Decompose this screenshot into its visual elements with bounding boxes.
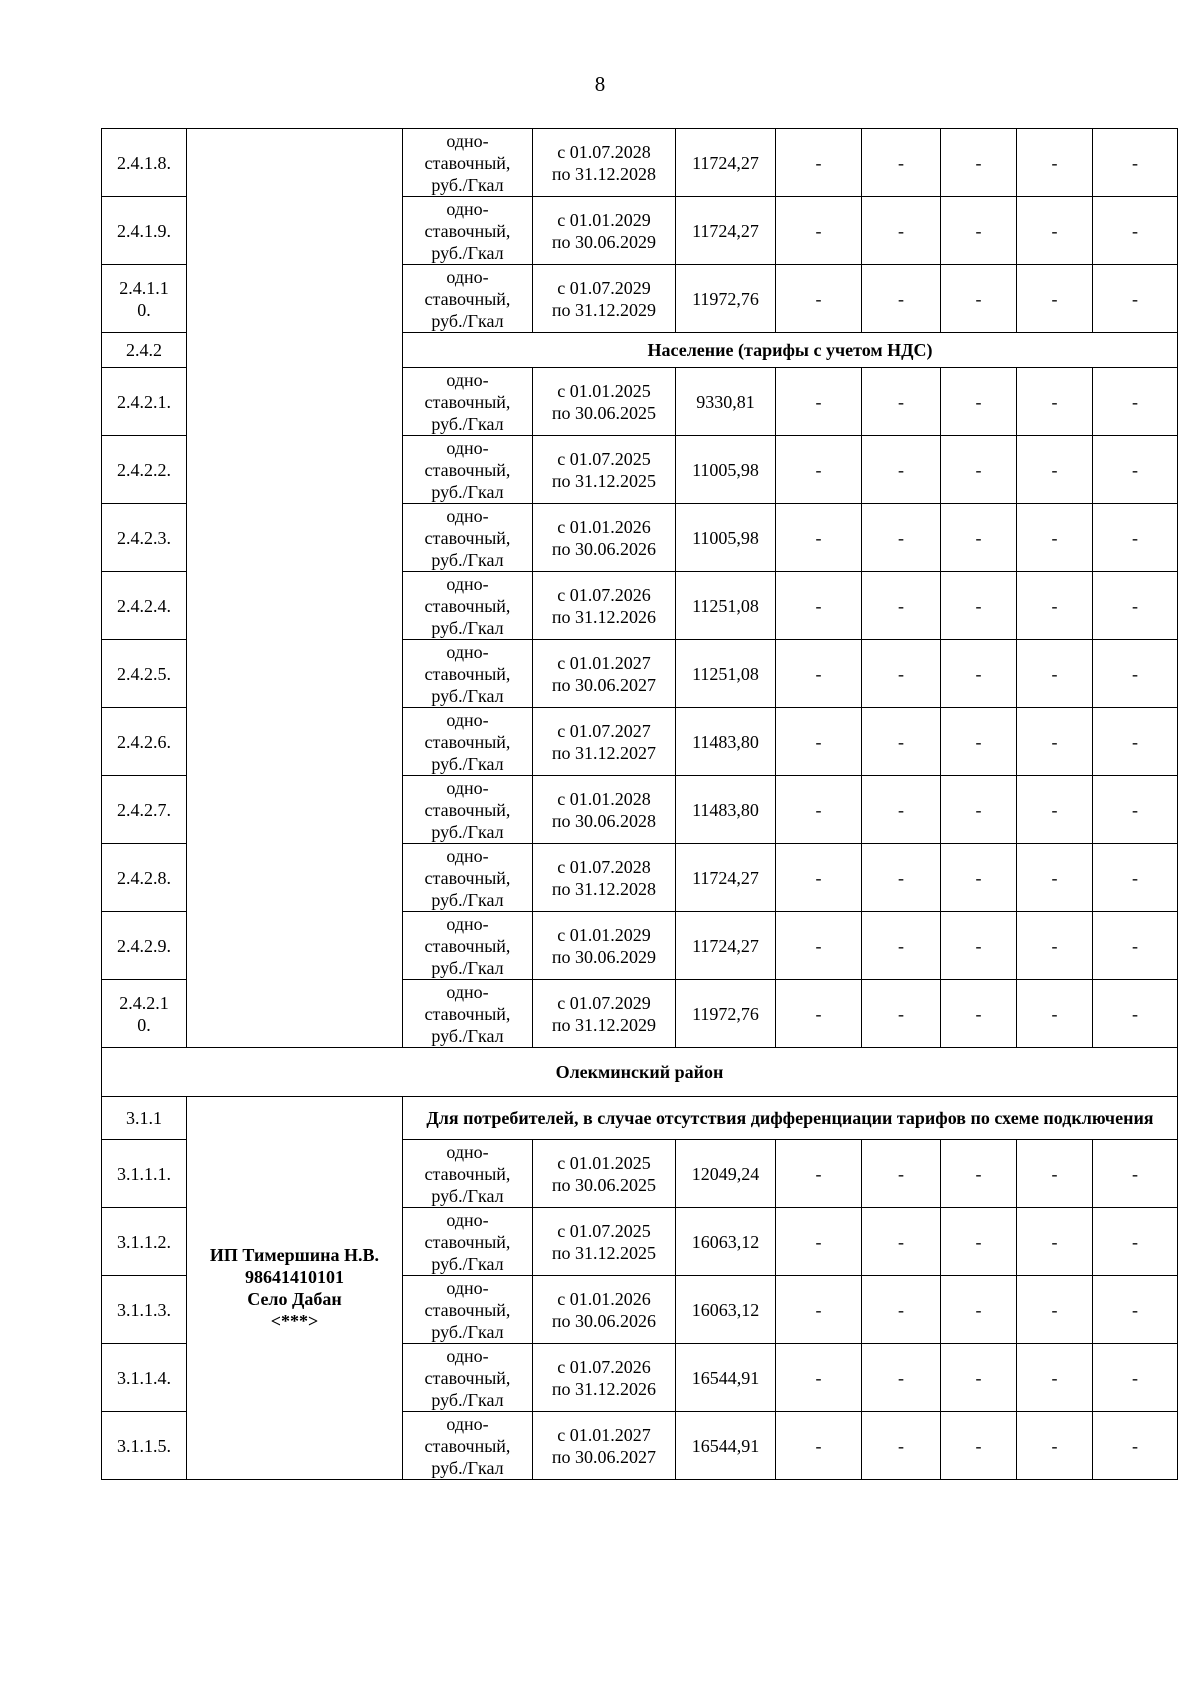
- empty-value: -: [862, 197, 941, 265]
- tariff-value: 11972,76: [676, 265, 776, 333]
- empty-value: -: [1017, 504, 1093, 572]
- empty-value: -: [1093, 1412, 1178, 1480]
- empty-value: -: [1093, 265, 1178, 333]
- tariff-value: 9330,81: [676, 368, 776, 436]
- empty-value: -: [776, 980, 862, 1048]
- tariff-table: [101, 128, 1178, 1480]
- empty-value: -: [941, 504, 1017, 572]
- empty-value: -: [1017, 776, 1093, 844]
- empty-value: -: [776, 265, 862, 333]
- empty-value: -: [1017, 1140, 1093, 1208]
- tariff-unit: одно- ставочный, руб./Гкал: [403, 265, 533, 333]
- row-number: 3.1.1.5.: [102, 1412, 187, 1480]
- empty-value: -: [1017, 708, 1093, 776]
- tariff-unit: одно- ставочный, руб./Гкал: [403, 1412, 533, 1480]
- tariff-value: 16063,12: [676, 1208, 776, 1276]
- tariff-value: 11005,98: [676, 436, 776, 504]
- page-number: 8: [594, 72, 606, 96]
- empty-value: -: [1093, 572, 1178, 640]
- row-number: 2.4.2.2.: [102, 436, 187, 504]
- tariff-period: с 01.07.2028 по 31.12.2028: [533, 129, 676, 197]
- empty-value: -: [862, 776, 941, 844]
- empty-value: -: [1017, 640, 1093, 708]
- empty-value: -: [1017, 129, 1093, 197]
- empty-value: -: [941, 572, 1017, 640]
- empty-value: -: [862, 1276, 941, 1344]
- empty-value: -: [941, 197, 1017, 265]
- empty-value: -: [776, 368, 862, 436]
- empty-value: -: [1093, 1208, 1178, 1276]
- empty-value: -: [941, 912, 1017, 980]
- tariff-unit: одно- ставочный, руб./Гкал: [403, 504, 533, 572]
- section-title: Население (тарифы с учетом НДС): [403, 333, 1178, 368]
- tariff-period: с 01.07.2027 по 31.12.2027: [533, 708, 676, 776]
- tariff-period: с 01.01.2025 по 30.06.2025: [533, 1140, 676, 1208]
- section-number: 3.1.1: [102, 1097, 187, 1140]
- row-number: 2.4.1.9.: [102, 197, 187, 265]
- empty-value: -: [941, 1208, 1017, 1276]
- row-number: 3.1.1.4.: [102, 1344, 187, 1412]
- tariff-unit: одно- ставочный, руб./Гкал: [403, 1276, 533, 1344]
- tariff-period: с 01.01.2029 по 30.06.2029: [533, 912, 676, 980]
- empty-value: -: [862, 640, 941, 708]
- tariff-value: 11483,80: [676, 776, 776, 844]
- empty-value: -: [1093, 504, 1178, 572]
- tariff-unit: одно- ставочный, руб./Гкал: [403, 572, 533, 640]
- empty-value: -: [776, 844, 862, 912]
- tariff-period: с 01.07.2025 по 31.12.2025: [533, 1208, 676, 1276]
- section-title: Для потребителей, в случае отсутствия дифференциации тарифов по схеме подключения: [403, 1097, 1178, 1140]
- tariff-value: 11483,80: [676, 708, 776, 776]
- tariff-unit: одно- ставочный, руб./Гкал: [403, 776, 533, 844]
- empty-value: -: [941, 1140, 1017, 1208]
- empty-value: -: [1093, 776, 1178, 844]
- tariff-value: 11724,27: [676, 129, 776, 197]
- tariff-value: 11724,27: [676, 912, 776, 980]
- empty-value: -: [776, 776, 862, 844]
- empty-value: -: [1017, 197, 1093, 265]
- empty-value: -: [941, 776, 1017, 844]
- empty-value: -: [941, 980, 1017, 1048]
- tariff-unit: одно- ставочный, руб./Гкал: [403, 980, 533, 1048]
- empty-value: -: [1093, 708, 1178, 776]
- empty-value: -: [1017, 1412, 1093, 1480]
- table-row: [102, 129, 1178, 197]
- empty-value: -: [776, 640, 862, 708]
- empty-value: -: [1093, 436, 1178, 504]
- empty-value: -: [941, 368, 1017, 436]
- empty-value: -: [1093, 1276, 1178, 1344]
- empty-value: -: [862, 1412, 941, 1480]
- empty-value: -: [941, 1344, 1017, 1412]
- tariff-period: с 01.01.2028 по 30.06.2028: [533, 776, 676, 844]
- section-header-row: [102, 1097, 1178, 1140]
- tariff-value: 16063,12: [676, 1276, 776, 1344]
- tariff-value: 11972,76: [676, 980, 776, 1048]
- empty-value: -: [1093, 197, 1178, 265]
- empty-value: -: [1017, 844, 1093, 912]
- tariff-unit: одно- ставочный, руб./Гкал: [403, 1208, 533, 1276]
- empty-value: -: [862, 844, 941, 912]
- tariff-unit: одно- ставочный, руб./Гкал: [403, 368, 533, 436]
- tariff-value: 11005,98: [676, 504, 776, 572]
- empty-value: -: [1017, 1276, 1093, 1344]
- empty-value: -: [776, 912, 862, 980]
- empty-value: -: [776, 1412, 862, 1480]
- section-number: 2.4.2: [102, 333, 187, 368]
- empty-value: -: [776, 1140, 862, 1208]
- tariff-value: 12049,24: [676, 1140, 776, 1208]
- tariff-period: с 01.01.2027 по 30.06.2027: [533, 640, 676, 708]
- empty-value: -: [941, 265, 1017, 333]
- tariff-unit: одно- ставочный, руб./Гкал: [403, 197, 533, 265]
- row-number: 2.4.1.8.: [102, 129, 187, 197]
- empty-value: -: [776, 504, 862, 572]
- row-number: 2.4.2.4.: [102, 572, 187, 640]
- tariff-unit: одно- ставочный, руб./Гкал: [403, 1140, 533, 1208]
- district-title: Олекминский район: [102, 1048, 1178, 1097]
- empty-value: -: [776, 572, 862, 640]
- empty-value: -: [1093, 1140, 1178, 1208]
- row-number: 2.4.2.1.: [102, 368, 187, 436]
- row-number: 2.4.2.6.: [102, 708, 187, 776]
- district-row: [102, 1048, 1178, 1097]
- empty-value: -: [1093, 129, 1178, 197]
- tariff-period: с 01.07.2026 по 31.12.2026: [533, 572, 676, 640]
- tariff-unit: одно- ставочный, руб./Гкал: [403, 708, 533, 776]
- tariff-value: 16544,91: [676, 1344, 776, 1412]
- empty-value: -: [1017, 436, 1093, 504]
- tariff-value: 11724,27: [676, 197, 776, 265]
- empty-value: -: [862, 1344, 941, 1412]
- tariff-unit: одно- ставочный, руб./Гкал: [403, 129, 533, 197]
- organization-name: ИП Тимершина Н.В. 98641410101 Село Дабан <***>: [187, 1097, 403, 1480]
- empty-value: -: [862, 980, 941, 1048]
- tariff-period: с 01.07.2029 по 31.12.2029: [533, 265, 676, 333]
- empty-value: -: [862, 265, 941, 333]
- row-number: 2.4.1.1 0.: [102, 265, 187, 333]
- empty-value: -: [862, 504, 941, 572]
- tariff-period: с 01.07.2029 по 31.12.2029: [533, 980, 676, 1048]
- empty-value: -: [776, 197, 862, 265]
- empty-value: -: [1017, 572, 1093, 640]
- empty-value: -: [1017, 980, 1093, 1048]
- empty-value: -: [941, 129, 1017, 197]
- row-number: 2.4.2.8.: [102, 844, 187, 912]
- empty-value: -: [862, 436, 941, 504]
- empty-value: -: [1017, 265, 1093, 333]
- tariff-period: с 01.01.2025 по 30.06.2025: [533, 368, 676, 436]
- tariff-unit: одно- ставочный, руб./Гкал: [403, 912, 533, 980]
- empty-value: -: [941, 1276, 1017, 1344]
- empty-value: -: [776, 129, 862, 197]
- empty-value: -: [1093, 844, 1178, 912]
- empty-value: -: [776, 1276, 862, 1344]
- tariff-value: 16544,91: [676, 1412, 776, 1480]
- row-number: 2.4.2.3.: [102, 504, 187, 572]
- row-number: 3.1.1.3.: [102, 1276, 187, 1344]
- empty-value: -: [862, 572, 941, 640]
- empty-value: -: [862, 708, 941, 776]
- row-number: 3.1.1.1.: [102, 1140, 187, 1208]
- empty-value: -: [941, 708, 1017, 776]
- empty-value: -: [941, 844, 1017, 912]
- empty-value: -: [1093, 980, 1178, 1048]
- empty-value: -: [862, 912, 941, 980]
- tariff-unit: одно- ставочный, руб./Гкал: [403, 640, 533, 708]
- tariff-period: с 01.07.2025 по 31.12.2025: [533, 436, 676, 504]
- empty-value: -: [941, 436, 1017, 504]
- empty-value: -: [1093, 1344, 1178, 1412]
- tariff-value: 11724,27: [676, 844, 776, 912]
- empty-value: -: [862, 368, 941, 436]
- empty-value: -: [1093, 368, 1178, 436]
- row-number: 3.1.1.2.: [102, 1208, 187, 1276]
- tariff-period: с 01.01.2026 по 30.06.2026: [533, 504, 676, 572]
- empty-value: -: [776, 1344, 862, 1412]
- empty-value: -: [1017, 912, 1093, 980]
- tariff-unit: одно- ставочный, руб./Гкал: [403, 1344, 533, 1412]
- tariff-period: с 01.01.2026 по 30.06.2026: [533, 1276, 676, 1344]
- empty-value: -: [941, 640, 1017, 708]
- tariff-period: с 01.07.2028 по 31.12.2028: [533, 844, 676, 912]
- empty-value: -: [776, 708, 862, 776]
- empty-value: -: [1017, 1344, 1093, 1412]
- empty-value: -: [1093, 640, 1178, 708]
- tariff-value: 11251,08: [676, 572, 776, 640]
- tariff-period: с 01.01.2029 по 30.06.2029: [533, 197, 676, 265]
- tariff-period: с 01.07.2026 по 31.12.2026: [533, 1344, 676, 1412]
- row-number: 2.4.2.5.: [102, 640, 187, 708]
- empty-value: -: [1017, 368, 1093, 436]
- empty-value: -: [1017, 1208, 1093, 1276]
- tariff-value: 11251,08: [676, 640, 776, 708]
- empty-value: -: [776, 1208, 862, 1276]
- row-number: 2.4.2.7.: [102, 776, 187, 844]
- empty-value: -: [862, 1208, 941, 1276]
- empty-value: -: [776, 436, 862, 504]
- tariff-unit: одно- ставочный, руб./Гкал: [403, 844, 533, 912]
- organization-cell: [187, 129, 403, 1048]
- empty-value: -: [1093, 912, 1178, 980]
- tariff-period: с 01.01.2027 по 30.06.2027: [533, 1412, 676, 1480]
- empty-value: -: [941, 1412, 1017, 1480]
- row-number: 2.4.2.1 0.: [102, 980, 187, 1048]
- row-number: 2.4.2.9.: [102, 912, 187, 980]
- tariff-unit: одно- ставочный, руб./Гкал: [403, 436, 533, 504]
- empty-value: -: [862, 1140, 941, 1208]
- empty-value: -: [862, 129, 941, 197]
